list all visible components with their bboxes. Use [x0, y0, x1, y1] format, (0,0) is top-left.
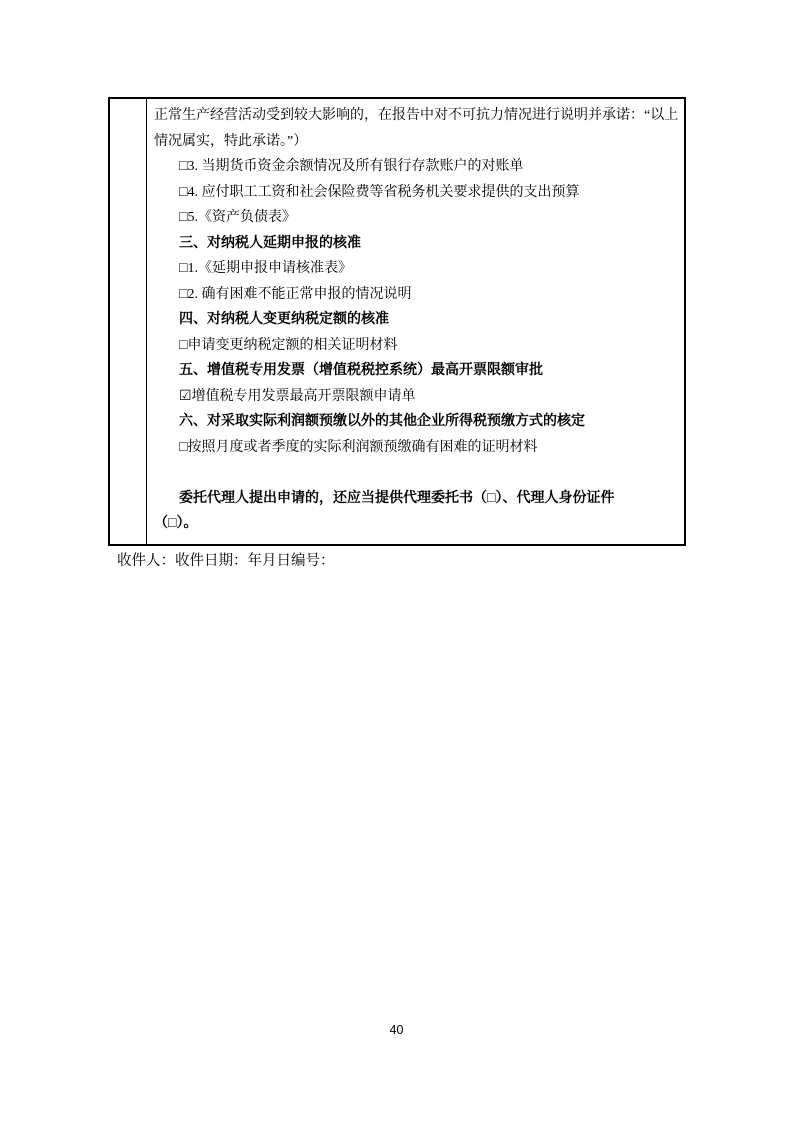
checkbox-unchecked-icon: □ [179, 261, 188, 276]
checkbox-unchecked-icon: □ [179, 184, 188, 200]
checkbox-unchecked-icon: □ [179, 210, 188, 225]
checkbox-item-label: 2. 确有困难不能正常申报的情况说明 [187, 286, 412, 302]
checkbox-item-label: 5.《资产负债表》 [187, 210, 296, 225]
attachment-checklist-table [108, 97, 686, 546]
checkbox-item-quota-change-evidence [154, 333, 679, 359]
checkbox-checked-icon: ☑ [179, 388, 192, 404]
checkbox-item-label: 4. 应付职工工资和社会保险费等省税务机关要求提供的支出预算 [187, 184, 580, 200]
checkbox-unchecked-icon: □ [179, 159, 188, 174]
checkbox-item-bank-reconciliation [154, 154, 679, 180]
paragraph-agent-requirement-line1: 委托代理人提出申请的，还应当提供代理委托书（□）、代理人身份证件 [179, 490, 615, 506]
paragraph-agent-requirement-line2: （□）。 [154, 516, 198, 531]
page-number: 40 [389, 1023, 404, 1037]
section-header-tax-quota-change-approval: 四、对纳税人变更纳税定额的核准 [179, 312, 389, 327]
section-header-deferred-filing-approval: 三、对纳税人延期申报的核准 [179, 235, 361, 251]
checkbox-item-label: 申请变更纳税定额的相关证明材料 [187, 337, 398, 353]
paragraph-force-majeure-continued: 正常生产经营活动受到较大影响的，在报告中对不可抗力情况进行说明并承诺：“以上 [154, 108, 679, 123]
checkbox-item-prepayment-difficulty-evidence [154, 435, 679, 461]
checkbox-item-label: 3. 当期货币资金余额情况及所有银行存款账户的对账单 [187, 159, 524, 174]
checkbox-item-label: 1.《延期申报申请核准表》 [187, 261, 352, 276]
paragraph-force-majeure-end: 情况属实，特此承诺。”） [154, 133, 308, 149]
receipt-info-line: 收件人：收件日期：年月日编号： [117, 553, 335, 569]
blank-line [154, 460, 679, 486]
checkbox-unchecked-icon: □ [179, 439, 188, 455]
checkbox-item-expense-budget [154, 180, 679, 206]
section-header-vat-invoice-limit-approval: 五、增值税专用发票（增值税税控系统）最高开票限额审批 [179, 363, 543, 378]
checkbox-unchecked-icon: □ [179, 286, 188, 302]
table-left-column-cell [110, 99, 147, 544]
checkbox-item-label: 增值税专用发票最高开票限额申请单 [191, 388, 416, 404]
table-content-cell [147, 99, 684, 544]
section-header-prepayment-method-determination: 六、对采取实际利润额预缴以外的其他企业所得税预缴方式的核定 [179, 414, 585, 429]
checkbox-item-balance-sheet [154, 205, 679, 231]
checkbox-unchecked-icon: □ [179, 337, 188, 353]
checkbox-item-label: 按照月度或者季度的实际利润额预缴确有困难的证明材料 [187, 439, 538, 455]
checkbox-item-difficulty-statement [154, 282, 679, 308]
checkbox-item-deferred-filing-form [154, 256, 679, 282]
checkbox-item-vat-invoice-limit-application [154, 384, 679, 410]
